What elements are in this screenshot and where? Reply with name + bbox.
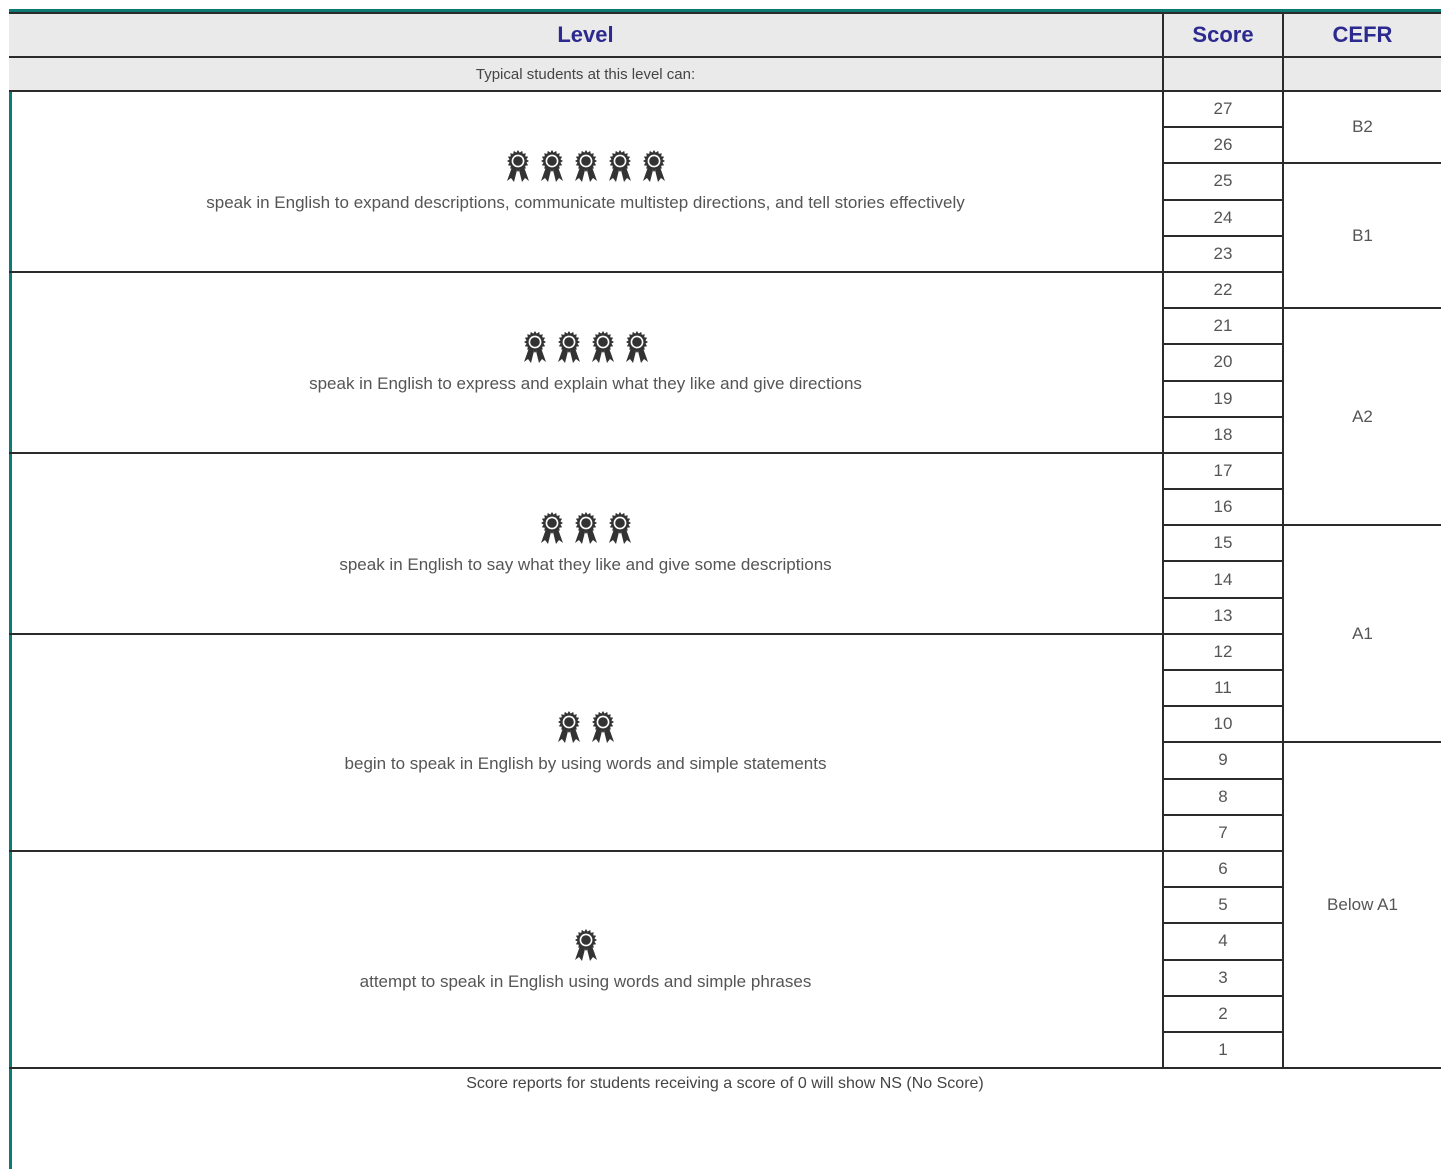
table-row xyxy=(9,634,1441,670)
medal-icon xyxy=(606,149,634,183)
cefr-cell: B1 xyxy=(1283,163,1441,308)
footer-note: Score reports for students receiving a score of 0 will show NS (No Score) xyxy=(9,1068,1441,1099)
medal-icon xyxy=(538,511,566,545)
medal-icon xyxy=(555,330,583,364)
score-cell: 24 xyxy=(1163,200,1283,236)
medal-group-1 xyxy=(9,928,1162,962)
cefr-cell: A2 xyxy=(1283,308,1441,525)
level-cell-5 xyxy=(9,91,1163,272)
footer-row xyxy=(9,1068,1441,1099)
cefr-cell: Below A1 xyxy=(1283,742,1441,1068)
level-cell-4 xyxy=(9,272,1163,453)
score-cell: 18 xyxy=(1163,417,1283,453)
score-cell: 6 xyxy=(1163,851,1283,887)
score-cell: 20 xyxy=(1163,344,1283,380)
medal-icon xyxy=(521,330,549,364)
header-cefr: CEFR xyxy=(1283,13,1441,57)
cefr-cell: B2 xyxy=(1283,91,1441,163)
medal-icon xyxy=(589,710,617,744)
table-row xyxy=(9,453,1441,489)
score-cell: 12 xyxy=(1163,634,1283,670)
score-cell: 1 xyxy=(1163,1032,1283,1068)
score-cell: 11 xyxy=(1163,670,1283,706)
medal-icon xyxy=(572,511,600,545)
medal-group-5 xyxy=(9,149,1162,183)
subheader-level: Typical students at this level can: xyxy=(9,57,1163,91)
score-cell: 4 xyxy=(1163,923,1283,959)
level-description: speak in English to say what they like and give some descriptions xyxy=(339,555,832,575)
level-cell-3 xyxy=(9,453,1163,634)
header-row xyxy=(9,13,1441,57)
level-description: speak in English to express and explain what they like and give directions xyxy=(309,374,862,394)
score-cell: 5 xyxy=(1163,887,1283,923)
score-cell: 7 xyxy=(1163,815,1283,851)
level-description: speak in English to expand descriptions, communicate multistep directions, and tell stories effectively xyxy=(206,193,965,213)
medal-icon xyxy=(538,149,566,183)
medal-icon xyxy=(640,149,668,183)
score-cell: 27 xyxy=(1163,91,1283,127)
medal-icon xyxy=(504,149,532,183)
level-description: begin to speak in English by using words and simple statements xyxy=(344,754,827,774)
score-table xyxy=(9,12,1441,1099)
score-cell: 19 xyxy=(1163,381,1283,417)
medal-group-2 xyxy=(9,710,1162,744)
score-cell: 25 xyxy=(1163,163,1283,199)
cefr-cell: A1 xyxy=(1283,525,1441,742)
subheader-cefr xyxy=(1283,57,1441,91)
score-cell: 22 xyxy=(1163,272,1283,308)
score-cell: 10 xyxy=(1163,706,1283,742)
score-cell: 14 xyxy=(1163,561,1283,597)
level-description: attempt to speak in English using words and simple phrases xyxy=(359,971,812,991)
score-cell: 9 xyxy=(1163,742,1283,778)
score-cell: 2 xyxy=(1163,996,1283,1032)
score-cell: 26 xyxy=(1163,127,1283,163)
score-cell: 21 xyxy=(1163,308,1283,344)
medal-icon xyxy=(606,511,634,545)
medal-icon xyxy=(572,928,600,962)
medal-group-3 xyxy=(9,511,1162,545)
score-cell: 8 xyxy=(1163,779,1283,815)
score-cell: 17 xyxy=(1163,453,1283,489)
medal-icon xyxy=(623,330,651,364)
medal-group-4 xyxy=(9,330,1162,364)
score-cell: 16 xyxy=(1163,489,1283,525)
level-cell-1 xyxy=(9,851,1163,1068)
header-score: Score xyxy=(1163,13,1283,57)
score-cell: 23 xyxy=(1163,236,1283,272)
subheader-score xyxy=(1163,57,1283,91)
score-cell: 15 xyxy=(1163,525,1283,561)
table-row xyxy=(9,851,1441,887)
subheader-row xyxy=(9,57,1441,91)
score-cell: 3 xyxy=(1163,960,1283,996)
header-level: Level xyxy=(9,13,1163,57)
score-cell: 13 xyxy=(1163,598,1283,634)
table-row xyxy=(9,272,1441,308)
table-row xyxy=(9,91,1441,127)
level-cell-2 xyxy=(9,634,1163,851)
medal-icon xyxy=(572,149,600,183)
medal-icon xyxy=(589,330,617,364)
medal-icon xyxy=(555,710,583,744)
